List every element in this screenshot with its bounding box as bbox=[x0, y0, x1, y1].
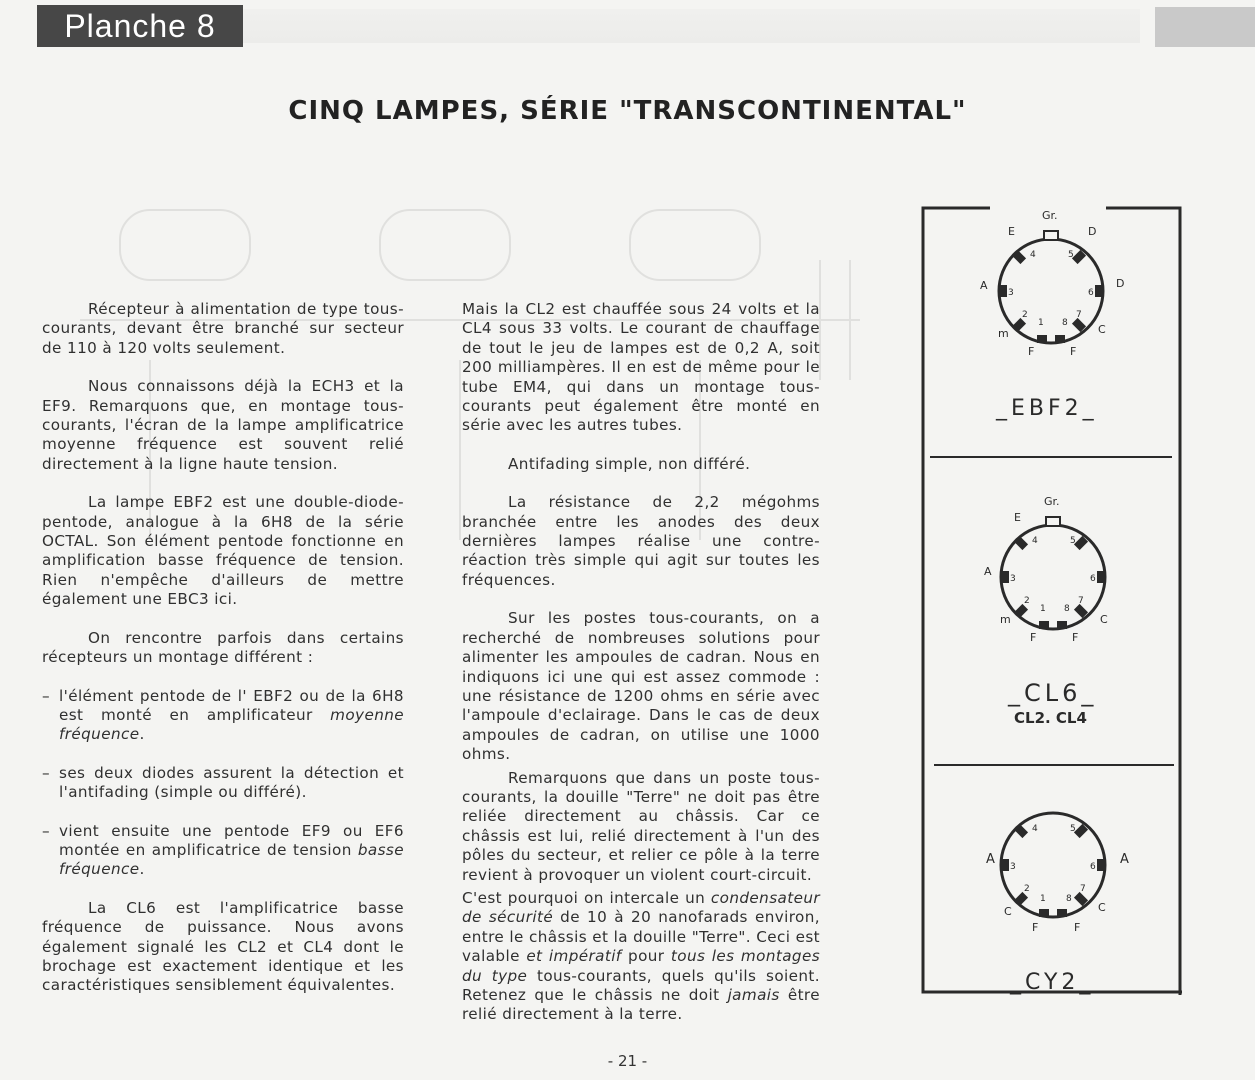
list-dash: – bbox=[42, 821, 50, 840]
emphasis: et impératif bbox=[526, 947, 622, 966]
pin-number: 7 bbox=[1080, 884, 1086, 894]
label-f: F bbox=[1028, 345, 1035, 358]
paragraph bbox=[462, 889, 820, 1025]
label-f: F bbox=[1072, 631, 1079, 644]
label-c: C bbox=[1004, 905, 1012, 918]
paragraph: Nous connaissons déjà la ECH3 et la EF9. Remarquons que, en montage tous-courants, l'écran de la lampe amplificatrice moyenne fréquence est souvent relié directement à la ligne haute tension. bbox=[42, 377, 404, 473]
label-d: D bbox=[1116, 277, 1125, 290]
pin-number: 4 bbox=[1032, 824, 1038, 834]
label-c: C bbox=[1100, 613, 1108, 626]
label-gr: Gr. bbox=[1044, 495, 1060, 508]
text-column-left bbox=[42, 300, 404, 1015]
paragraph: Antifading simple, non différé. bbox=[508, 454, 751, 473]
pin-number: 2 bbox=[1022, 310, 1028, 320]
list-item bbox=[42, 764, 404, 803]
label-gr: Gr. bbox=[1042, 209, 1058, 222]
page-title: CINQ LAMPES, SÉRIE "TRANSCONTINENTAL" bbox=[288, 96, 967, 126]
list-item bbox=[42, 687, 404, 745]
label-c: C bbox=[1098, 323, 1106, 336]
list-dash: – bbox=[42, 763, 50, 782]
tube-pinout-panel bbox=[920, 205, 1182, 995]
paragraph: Mais la CL2 est chauffée sous 24 volts et la CL4 sous 33 volts. Le courant de chauffage de tout le jeu de lampes est de 0,2 A, soit 200 milliampères. Il en est de même pour le tube EM4, qui dans un montage tous-courants peut également être monté en série avec les autres tubes. bbox=[462, 300, 820, 435]
pin-number: 8 bbox=[1064, 604, 1070, 614]
pin-number: 7 bbox=[1078, 596, 1084, 606]
label-e: E bbox=[1014, 511, 1021, 524]
list-item-text: vient ensuite une pentode EF9 ou EF6 montée en amplificatrice de tension bbox=[59, 821, 404, 859]
pin-number: 3 bbox=[1010, 574, 1016, 584]
list-dash: – bbox=[42, 686, 50, 705]
pin-number: 5 bbox=[1070, 536, 1076, 546]
label-c: C bbox=[1098, 901, 1106, 914]
tube-sublabel: CL2. CL4 bbox=[1014, 709, 1087, 727]
emphasis: tous les montages du type bbox=[462, 947, 821, 985]
list-item-text-end: . bbox=[139, 725, 145, 744]
label-a: A bbox=[986, 852, 995, 867]
list-item bbox=[42, 822, 404, 880]
label-d: D bbox=[1088, 225, 1097, 238]
pin-number: 4 bbox=[1030, 250, 1036, 260]
emphasis: condensateur de sécurité bbox=[462, 888, 820, 927]
label-m: m bbox=[1000, 613, 1011, 626]
text-run: de 10 à 20 nanofarads environ, entre le châssis et la douille "Terre". Ceci est valable bbox=[462, 908, 820, 966]
bleed-through-badge bbox=[1155, 7, 1255, 47]
pin-number: 1 bbox=[1040, 604, 1046, 614]
label-a: A bbox=[984, 565, 992, 578]
pin-number: 5 bbox=[1068, 250, 1074, 260]
list-item-text: ses deux diodes assurent la détection et l'antifading (simple ou différé). bbox=[59, 763, 404, 802]
paragraph: Récepteur à alimentation de type tous-courants, devant être branché sur secteur de 110 à 120 volts seulement. bbox=[42, 300, 404, 357]
list-item-emphasis: basse fréquence bbox=[59, 840, 404, 879]
pin-number: 2 bbox=[1024, 596, 1030, 606]
text-run: pour bbox=[621, 947, 671, 966]
pin-number: 6 bbox=[1088, 288, 1094, 298]
label-a: A bbox=[980, 279, 988, 292]
pin-number: 1 bbox=[1038, 318, 1044, 328]
plate-badge: Planche 8 bbox=[37, 5, 243, 47]
pin-number: 3 bbox=[1010, 862, 1016, 872]
paragraph: Sur les postes tous-courants, on a recherché de nombreuses solutions pour alimenter les ampoules de cadran. Nous en indiquons ici une qui est assez commode : une résistance de 1200 ohms en série avec l'ampoule d'eclairage. Dans le cas de deux ampoules de cadran, on utilise une 1000 ohms. bbox=[462, 609, 820, 764]
label-f: F bbox=[1074, 921, 1081, 934]
label-m: m bbox=[998, 327, 1009, 340]
mirrored-bleed-through bbox=[240, 9, 1140, 43]
paragraph: La résistance de 2,2 mégohms branchée entre les anodes des deux dernières lampes réalise une contre-réaction très simple qui agit sur toutes les fréquences. bbox=[462, 493, 820, 589]
pin-number: 6 bbox=[1090, 862, 1096, 872]
text-run: C'est pourquoi on intercale un bbox=[462, 888, 711, 907]
pin-number: 7 bbox=[1076, 310, 1082, 320]
text-run: tous-courants, quels qu'ils soient. Retenez que le châssis ne doit bbox=[462, 966, 820, 1004]
tube-label-cy2: _CY2_ bbox=[1010, 970, 1095, 995]
pin-number: 4 bbox=[1032, 536, 1038, 546]
text-column-right bbox=[462, 300, 820, 1044]
label-a: A bbox=[1120, 852, 1129, 867]
pin-number: 8 bbox=[1066, 894, 1072, 904]
list-item-emphasis: moyenne fréquence bbox=[59, 705, 404, 744]
paragraph: Remarquons que dans un poste tous-courants, la douille "Terre" ne doit pas être reliée directement au châssis. Car ce châssis est lui, relié directement à l'un des pôles du secteur, et relier ce pôle à la terre revient à provoquer un violent court-circuit. bbox=[462, 768, 820, 884]
emphasis: jamais bbox=[727, 986, 780, 1004]
pin-number: 8 bbox=[1062, 318, 1068, 328]
text-run: être relié directement à la terre. bbox=[462, 986, 820, 1024]
paragraph: On rencontre parfois dans certains récepteurs un montage différent : bbox=[42, 628, 404, 667]
tube-label-cl6: _CL6_ bbox=[1008, 679, 1098, 707]
label-f: F bbox=[1070, 345, 1077, 358]
page-number: - 21 - bbox=[607, 1052, 648, 1070]
pin-number: 5 bbox=[1070, 824, 1076, 834]
list-item-text: l'élément pentode de l' EBF2 ou de la 6H8 est monté en amplificateur bbox=[59, 686, 404, 724]
tube-label-ebf2: _EBF2_ bbox=[996, 396, 1098, 421]
pin-number: 6 bbox=[1090, 574, 1096, 584]
pin-number: 2 bbox=[1024, 884, 1030, 894]
socket-cl6 bbox=[1001, 517, 1105, 629]
label-e: E bbox=[1008, 225, 1015, 238]
pin-number: 1 bbox=[1040, 894, 1046, 904]
socket-ebf2 bbox=[999, 231, 1103, 343]
list-item-text-end: . bbox=[139, 860, 145, 879]
paragraph: La lampe EBF2 est une double-diode-pentode, analogue à la 6H8 de la série OCTAL. Son élément pentode fonctionne en amplification basse fréquence de tension. Rien n'empêche d'ailleurs de mettre également une EBC3 ici. bbox=[42, 493, 404, 609]
label-f: F bbox=[1032, 921, 1039, 934]
label-f: F bbox=[1030, 631, 1037, 644]
pin-number: 3 bbox=[1008, 288, 1014, 298]
paragraph: La CL6 est l'amplificatrice basse fréquence de puissance. Nous avons également signalé les CL2 et CL4 dont le brochage est exactement identique et les caractéristiques sensiblement équivalentes. bbox=[42, 898, 404, 995]
